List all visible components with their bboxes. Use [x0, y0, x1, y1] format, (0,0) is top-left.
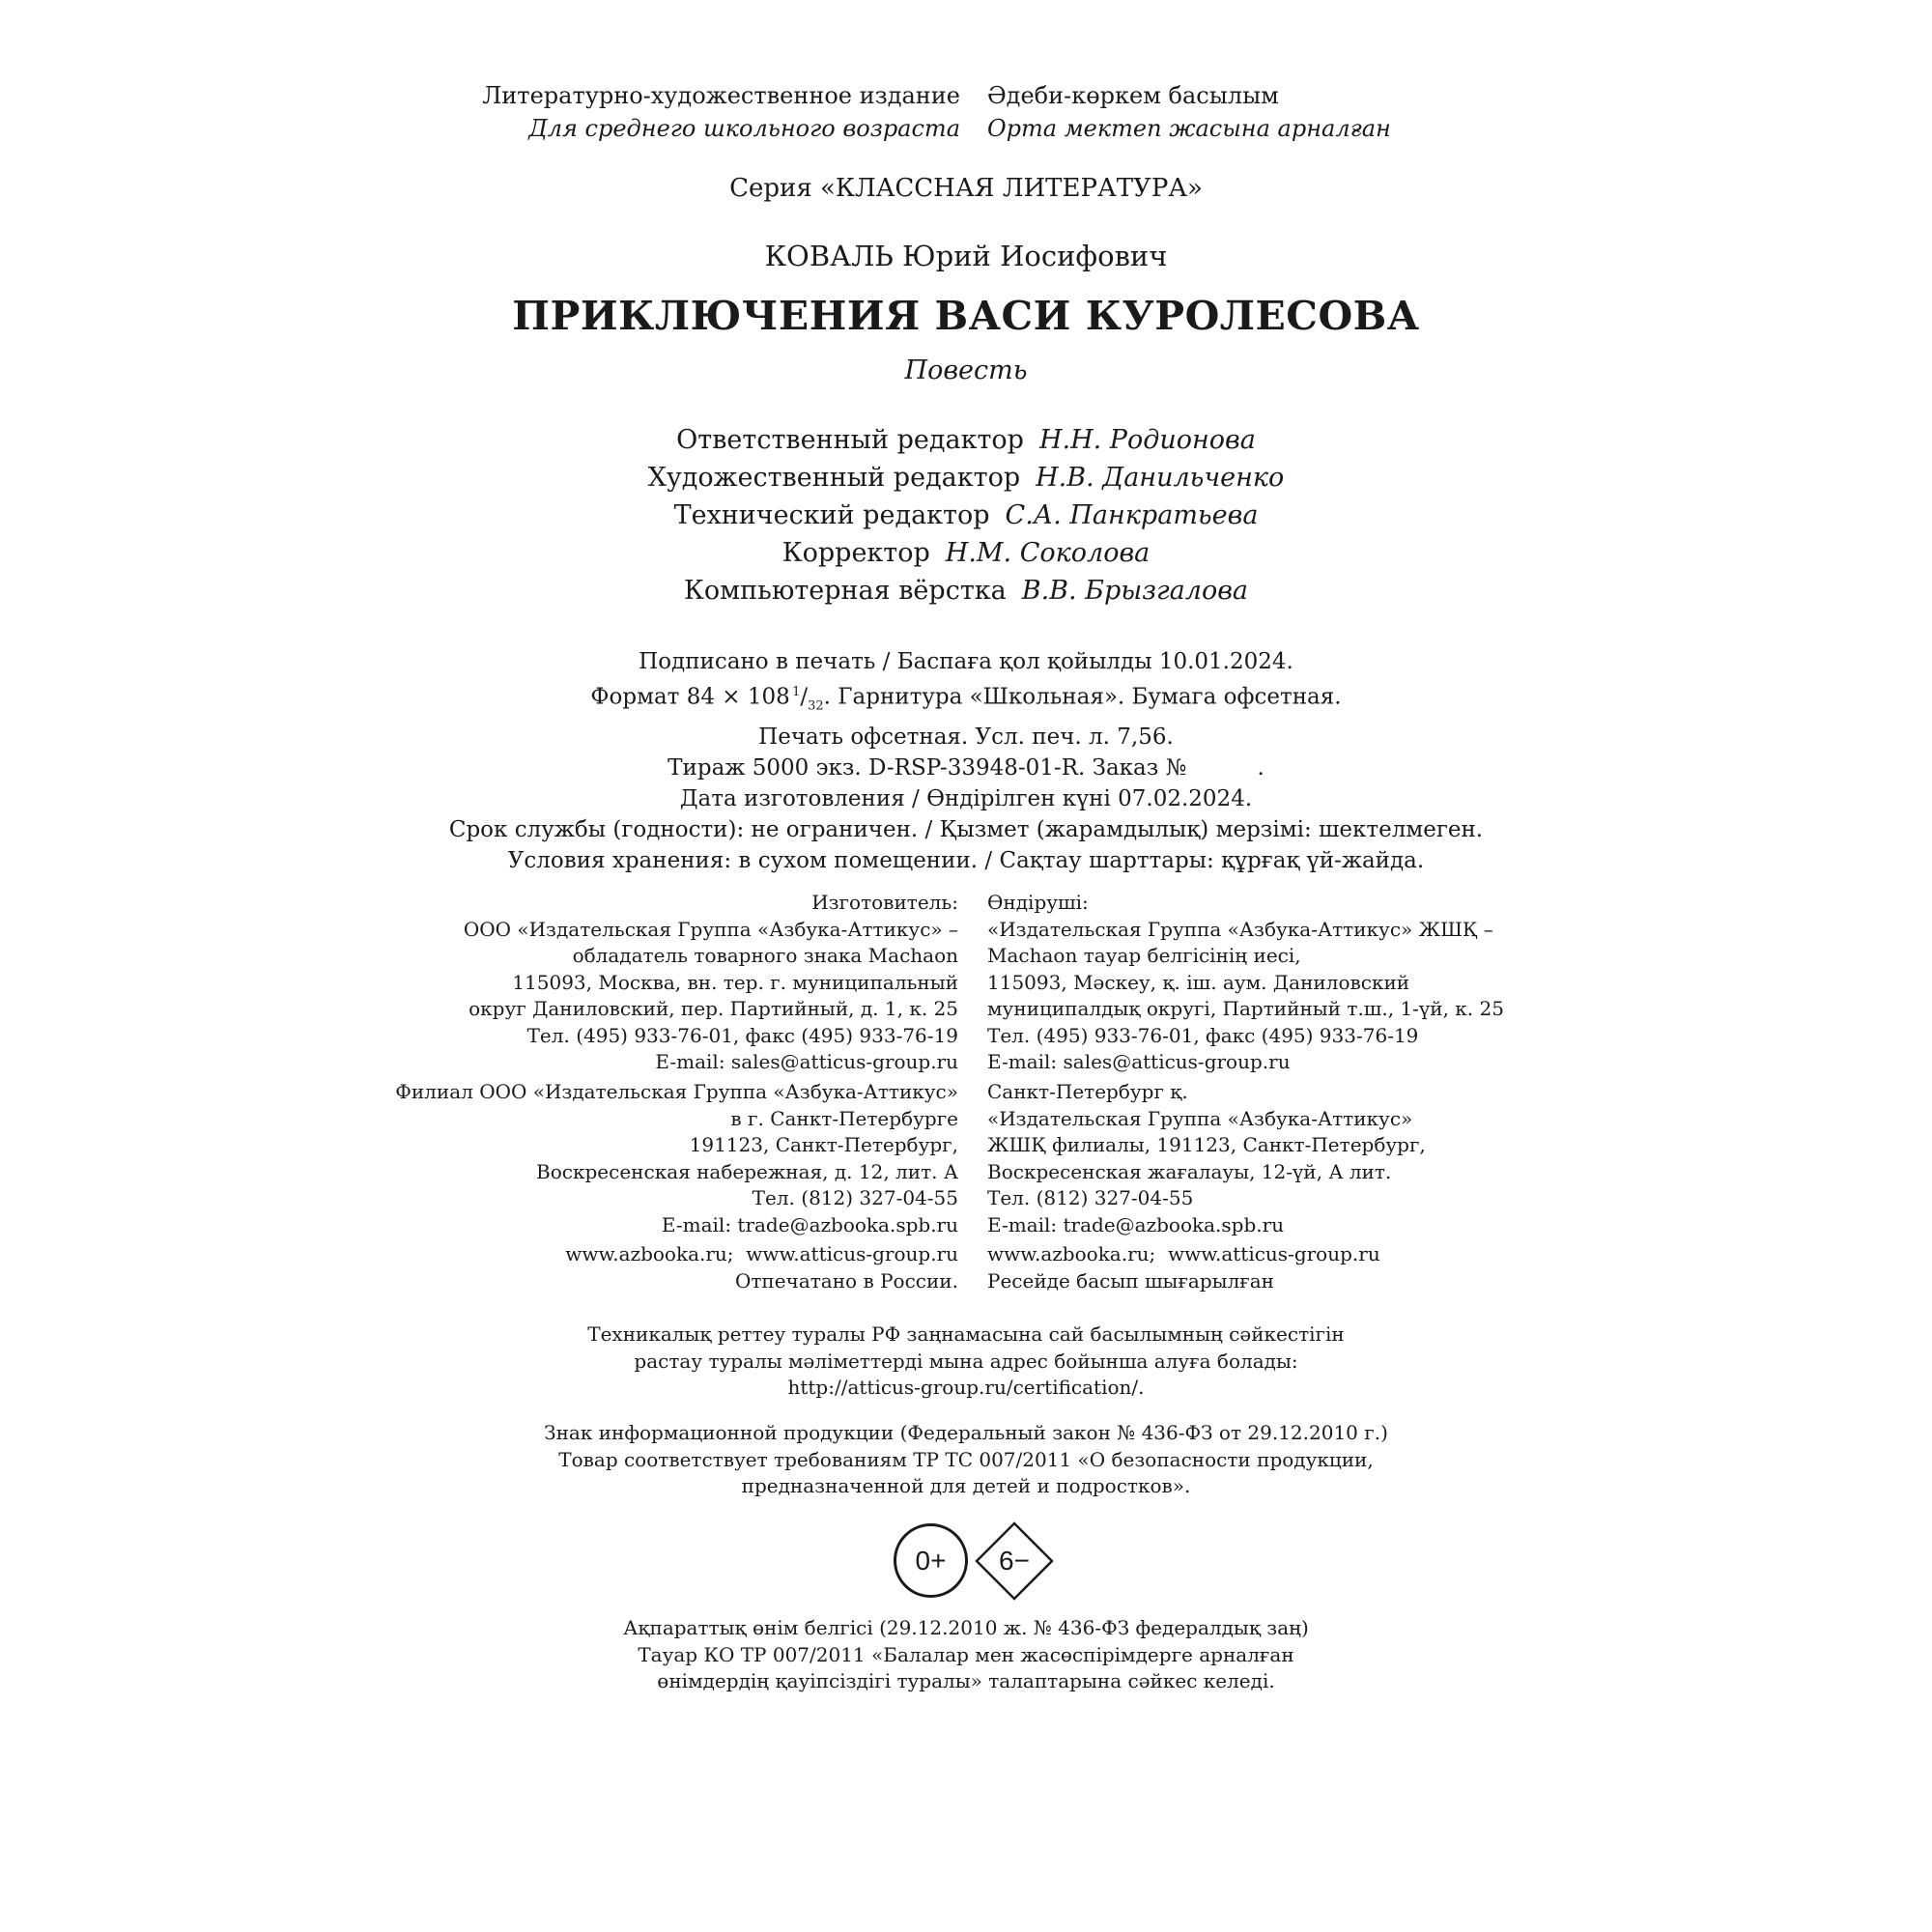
manufacturer-kz-line: Тел. (495) 933-76-01, факс (495) 933-76-19	[987, 1023, 1419, 1047]
znak-ru-line: Знак информационной продукции (Федеральный закон № 436-ФЗ от 29.12.2010 г.)	[544, 1421, 1388, 1444]
age-rating-circle-badge	[894, 1523, 968, 1598]
printed-in-ru: Отпечатано в России.	[734, 1268, 958, 1293]
credit-row	[0, 421, 1932, 459]
manufacturer-ru-line: округ Даниловский, пер. Партийный, д. 1, к. 25	[469, 997, 958, 1020]
branch-kz	[987, 1079, 1426, 1238]
manufacturer-kz	[987, 890, 1504, 1076]
imprint-details	[0, 646, 1932, 876]
manufacturer-ru-line: ООО «Издательская Группа «Азбука-Аттикус» –	[463, 917, 958, 941]
age-rating-circle-text: 0+	[915, 1545, 947, 1576]
header-ru-line1: Литературно-художественное издание	[482, 82, 960, 109]
manufacturer-ru-line: 115093, Москва, вн. тер. г. муниципальный	[512, 970, 958, 994]
credit-name: Н.Н. Родионова	[1038, 425, 1256, 455]
print-run: Тираж 5000 экз. D-RSP-33948-01-R. Заказ № .	[668, 755, 1264, 781]
manufacturer-kz-line: 115093, Мәскеу, қ. іш. аум. Даниловский	[987, 970, 1410, 994]
branch-kz-email: E-mail: trade@azbooka.spb.ru	[987, 1212, 1285, 1236]
credit-row	[0, 534, 1932, 572]
credit-role: Компьютерная вёрстка	[683, 576, 1007, 606]
znak-ru-line: предназначенной для детей и подростков».	[741, 1474, 1191, 1497]
header-kz-line1: Әдеби-көркем басылым	[987, 82, 1279, 109]
credit-name: Н.В. Данильченко	[1036, 463, 1285, 493]
series-title: Серия «КЛАССНАЯ ЛИТЕРАТУРА»	[729, 174, 1203, 203]
info-product-sign-kz	[0, 1615, 1932, 1695]
znak-kz-line: өнімдердің қауіпсіздігі туралы» талаптарына сәйкес келеді.	[657, 1669, 1275, 1692]
format-sup: 1	[792, 685, 801, 699]
techreg-line: Техникалық реттеу туралы РФ заңнамасына сай басылымның сәйкестігін	[587, 1322, 1345, 1346]
format-sub: 32	[808, 698, 824, 714]
credit-name: В.В. Брызгалова	[1021, 576, 1249, 606]
header-ru	[482, 79, 960, 145]
manufacturer-ru-email: E-mail: sales@atticus-group.ru	[655, 1050, 958, 1073]
branch-kz-line: Санкт-Петербург қ.	[987, 1080, 1188, 1103]
manufacturer-kz-line: Machaon тауар белгісінің иесі,	[987, 944, 1301, 967]
manufacturer-kz-line: муниципалдық округі, Партийный т.ш., 1-үй, к. 25	[987, 997, 1504, 1020]
manufacture-date: Дата изготовления / Өндірілген күні 07.02.2024.	[679, 786, 1253, 812]
manufacturer-kz-email: E-mail: sales@atticus-group.ru	[987, 1050, 1291, 1073]
credit-name: С.А. Панкратьева	[1005, 500, 1259, 530]
znak-ru-line: Товар соответствует требованиям ТР ТС 007/2011 «О безопасности продукции,	[558, 1447, 1374, 1471]
credit-role: Ответственный редактор	[676, 425, 1024, 455]
branch-ru-line: Филиал ООО «Издательская Группа «Азбука-Аттикус»	[395, 1080, 958, 1103]
credit-role: Художественный редактор	[647, 463, 1021, 493]
tech-regulation	[0, 1321, 1932, 1402]
certification-url: http://atticus-group.ru/certification/.	[787, 1376, 1145, 1399]
credit-row	[0, 497, 1932, 534]
branch-ru-email: E-mail: trade@azbooka.spb.ru	[661, 1212, 958, 1236]
web-ru	[565, 1241, 958, 1294]
web-kz	[987, 1241, 1380, 1294]
book-title: ПРИКЛЮЧЕНИЯ ВАСИ КУРОЛЕСОВА	[512, 293, 1420, 339]
header-kz	[987, 79, 1391, 145]
credit-role: Технический редактор	[673, 500, 990, 530]
credit-row	[0, 572, 1932, 610]
storage-conditions: Условия хранения: в сухом помещении. / Сақтау шарттары: құрғақ үй-жайда.	[507, 848, 1425, 874]
book-genre: Повесть	[904, 355, 1028, 385]
manufacturer-kz-line: «Издательская Группа «Азбука-Аттикус» ЖШҚ –	[987, 917, 1493, 941]
age-rating-diamond-text: 6−	[999, 1546, 1030, 1576]
branch-kz-line: ЖШҚ филиалы, 191123, Санкт-Петербург,	[987, 1133, 1426, 1156]
credit-role: Корректор	[781, 538, 930, 568]
age-rating-diamond-badge	[974, 1520, 1055, 1602]
manufacturer-ru	[464, 890, 958, 1076]
print-info: Печать офсетная. Усл. печ. л. 7,56.	[758, 724, 1174, 751]
branch-kz-line: «Издательская Группа «Азбука-Аттикус»	[987, 1106, 1413, 1130]
branch-ru	[395, 1079, 958, 1238]
branch-ru-line: в г. Санкт-Петербурге	[730, 1106, 958, 1130]
signed-date: Подписано в печать / Баспаға қол қойылды 10.01.2024.	[639, 649, 1293, 674]
format-prefix: Формат 84 × 108	[590, 684, 790, 710]
website-links-ru: www.azbooka.ru; www.atticus-group.ru	[565, 1242, 958, 1265]
format-line	[0, 677, 1932, 722]
manufacturer-kz-line: Өндіруші:	[987, 891, 1089, 914]
branch-ru-line: 191123, Санкт-Петербург,	[689, 1133, 958, 1156]
branch-ru-line: Тел. (812) 327-04-55	[752, 1186, 958, 1209]
printed-in-kz: Ресейде басып шығарылған	[987, 1268, 1274, 1293]
branch-ru-line: Воскресенская набережная, д. 12, лит. А	[536, 1159, 958, 1183]
header-ru-line2: Для среднего школьного возраста	[528, 115, 960, 142]
info-product-sign-ru	[0, 1420, 1932, 1500]
shelf-life: Срок службы (годности): не ограничен. / Қызмет (жарамдылық) мерзімі: шектелмеген.	[448, 817, 1484, 843]
format-suffix: . Гарнитура «Школьная». Бумага офсетная.	[823, 684, 1342, 710]
znak-kz-line: Тауар КО ТР 007/2011 «Балалар мен жасөспірімдерге арналған	[638, 1642, 1294, 1666]
manufacturer-ru-line: обладатель товарного знака Machaon	[572, 944, 958, 967]
credit-name: Н.М. Соколова	[945, 538, 1151, 568]
website-links-kz: www.azbooka.ru; www.atticus-group.ru	[987, 1242, 1380, 1265]
znak-kz-line: Ақпараттық өнім белгісі (29.12.2010 ж. № 436-ФЗ федералдық заң)	[623, 1616, 1309, 1639]
techreg-line: растау туралы мәліметтерді мына адрес бойынша алуға болады:	[634, 1349, 1298, 1373]
credit-row	[0, 459, 1932, 497]
author-name: КОВАЛЬ Юрий Иосифович	[764, 240, 1168, 272]
manufacturer-ru-line: Тел. (495) 933-76-01, факс (495) 933-76-19	[526, 1023, 958, 1047]
branch-kz-line: Воскресенская жағалауы, 12-үй, А лит.	[987, 1159, 1392, 1183]
manufacturer-ru-line: Изготовитель:	[811, 891, 958, 914]
credits-list	[0, 421, 1932, 610]
header-kz-line2: Орта мектеп жасына арналған	[987, 115, 1391, 142]
branch-kz-line: Тел. (812) 327-04-55	[987, 1186, 1194, 1209]
format-slash: /	[800, 684, 809, 710]
